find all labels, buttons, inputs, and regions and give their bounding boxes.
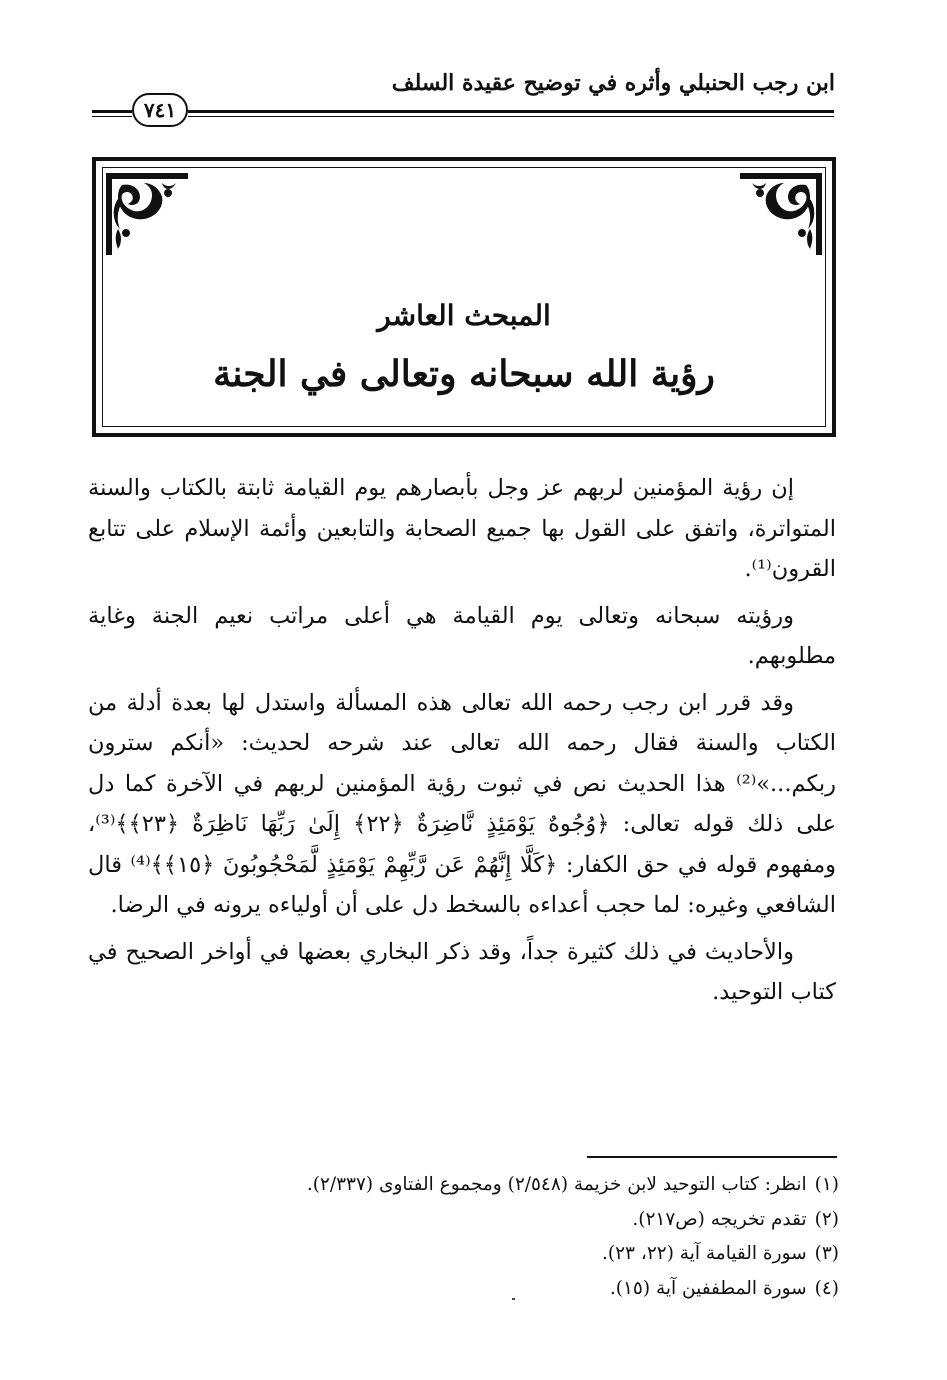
header-rule [188, 116, 834, 117]
footnote [139, 1272, 839, 1307]
body-paragraph: وقد قرر ابن رجب رحمه الله تعالى هذه المسألة واستدل لها بعدة أدلة من الكتاب والسنة فقال رحمه الله تعالى عند شرحه لحديث: «أنكم سترون ربكم...»⁽²⁾ هذا الحديث نص في ثبوت رؤية المؤمنين لربهم في الآخرة كما دل على ذلك قوله تعالى: ﴿وُجُوهٌ يَوْمَئِذٍ نَّاضِرَةٌ ﴿٢٢﴾ إِلَىٰ رَبِّهَا نَاظِرَةٌ ﴿٢٣﴾﴾⁽³⁾، ومفهوم قوله في حق الكفار: ﴿كَلَّا إِنَّهُمْ عَن رَّبِّهِمْ يَوْمَئِذٍ لَّمَحْجُوبُونَ ﴿١٥﴾﴾⁽⁴⁾ قال الشافعي وغيره: لما حجب أعداءه بالسخط دل على أن أولياءه يرونه في الرضا. [88, 689, 837, 918]
header-rule [188, 110, 834, 113]
footnote-mark: (١) [814, 1174, 839, 1195]
body-paragraph: ورؤيته سبحانه وتعالى يوم القيامة هي أعلى مراتب نعيم الجنة وغاية مطلوبهم. [88, 602, 836, 669]
body-paragraph: والأحاديث في ذلك كثيرة جداً، وقد ذكر البخاري بعضها في أواخر الصحيح في كتاب التوحيد. [88, 938, 836, 1005]
arabesque-corner-ornament-icon [102, 169, 192, 259]
body-text [88, 468, 836, 1019]
footnote-text: انظر: كتاب التوحيد لابن خزيمة (٢/٥٤٨) ومجموع الفتاوى (٢/٣٣٧). [306, 1174, 807, 1195]
footnote-mark: (٤) [814, 1277, 839, 1299]
page-number: ٧٤١ [132, 93, 188, 127]
footnote-mark: (٢) [814, 1208, 839, 1230]
footnote-mark: (٣) [814, 1243, 839, 1264]
header-rule [92, 110, 132, 113]
footnote-text: تقدم تخريجه (ص٢١٧). [632, 1208, 807, 1230]
footnotes [139, 1168, 839, 1306]
section-title: رؤية الله سبحانه وتعالى في الجنة [213, 353, 715, 395]
footnote [139, 1203, 839, 1238]
scan-speck [512, 1298, 515, 1300]
section-title-frame [92, 157, 836, 437]
footnote [139, 1237, 839, 1272]
header-rule [92, 116, 132, 117]
arabesque-corner-ornament-icon [736, 169, 826, 259]
section-label: المبحث العاشر [377, 299, 551, 332]
footnote [139, 1168, 839, 1203]
footnote-text: سورة القيامة آية (٢٢، ٢٣). [601, 1243, 807, 1264]
footnote-separator [587, 1156, 837, 1158]
running-title: ابن رجب الحنبلي وأثره في توضيح عقيدة السلف [391, 70, 835, 96]
body-paragraph: إن رؤية المؤمنين لربهم عز وجل بأبصارهم يوم القيامة ثابتة بالكتاب والسنة المتواترة، واتفق على القول بها جميع الصحابة والتابعين وأئمة الإسلام على تتابع القرون⁽¹⁾. [88, 475, 836, 582]
footnote-text: سورة المطففين آية (١٥). [609, 1277, 807, 1299]
